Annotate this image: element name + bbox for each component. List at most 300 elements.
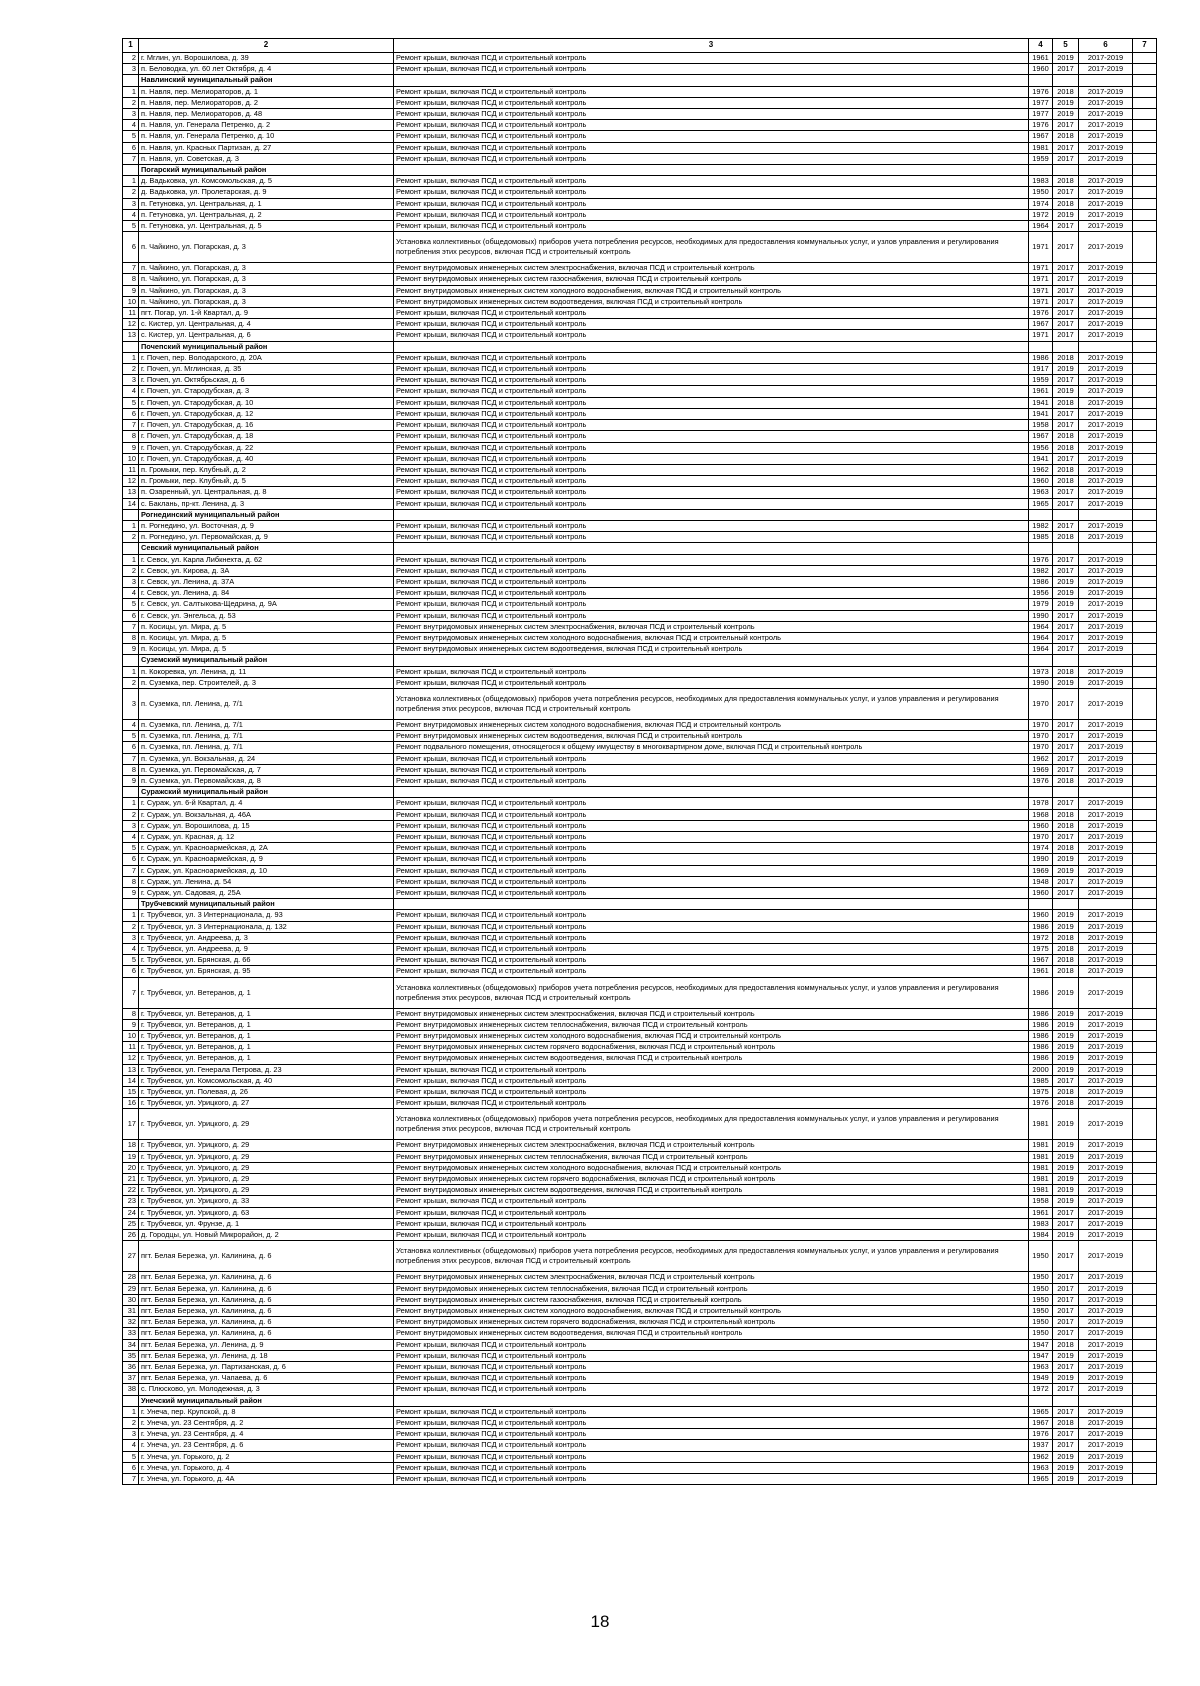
row-number: 2 [123, 97, 139, 108]
work-type-cell: Ремонт внутридомовых инженерных систем холодного водоснабжения, включая ПСД и строительный контроль [394, 1305, 1029, 1316]
row-number: 1 [123, 798, 139, 809]
row-number: 4 [123, 588, 139, 599]
empty-cell [1133, 554, 1157, 565]
table-row [123, 319, 1157, 330]
address-cell: п. Суземка, пл. Ленина, д. 7/1 [139, 742, 394, 753]
row-number: 2 [123, 53, 139, 64]
empty-cell [1079, 655, 1133, 666]
address-cell: с. Плюсково, ул. Молодежная, д. 3 [139, 1384, 394, 1395]
repair-year-cell: 2017 [1053, 285, 1079, 296]
empty-cell [1133, 632, 1157, 643]
year-built-cell: 1978 [1029, 798, 1053, 809]
address-cell: п. Громыки, пер. Клубный, д. 2 [139, 464, 394, 475]
table-row [123, 621, 1157, 632]
period-cell: 2017-2019 [1079, 221, 1133, 232]
year-built-cell: 1976 [1029, 120, 1053, 131]
period-cell: 2017-2019 [1079, 1350, 1133, 1361]
table-row [123, 910, 1157, 921]
year-built-cell: 1977 [1029, 97, 1053, 108]
row-number: 6 [123, 966, 139, 977]
table-row [123, 1417, 1157, 1428]
repair-year-cell: 2018 [1053, 476, 1079, 487]
table-row [123, 554, 1157, 565]
year-built-cell: 1983 [1029, 176, 1053, 187]
row-number: 8 [123, 764, 139, 775]
year-built-cell: 1971 [1029, 232, 1053, 263]
address-cell: г. Сураж, ул. Красноармейская, д. 9 [139, 854, 394, 865]
year-built-cell: 1963 [1029, 1462, 1053, 1473]
year-built-cell: 1950 [1029, 1317, 1053, 1328]
period-cell: 2017-2019 [1079, 1196, 1133, 1207]
empty-cell [1133, 352, 1157, 363]
repair-year-cell: 2018 [1053, 442, 1079, 453]
empty-cell [123, 655, 139, 666]
repair-year-cell: 2019 [1053, 1196, 1079, 1207]
address-cell: г. Почеп, пер. Володарского, д. 20А [139, 352, 394, 363]
empty-cell [1079, 1395, 1133, 1406]
row-number: 9 [123, 644, 139, 655]
row-number: 36 [123, 1361, 139, 1372]
repair-year-cell: 2019 [1053, 1019, 1079, 1030]
period-cell: 2017-2019 [1079, 375, 1133, 386]
empty-cell [394, 899, 1029, 910]
empty-cell [1133, 296, 1157, 307]
address-cell: г. Трубчевск, ул. Ветеранов, д. 1 [139, 1053, 394, 1064]
period-cell: 2017-2019 [1079, 397, 1133, 408]
empty-cell [1133, 798, 1157, 809]
period-cell: 2017-2019 [1079, 1098, 1133, 1109]
year-built-cell: 1961 [1029, 1207, 1053, 1218]
empty-cell [123, 543, 139, 554]
empty-cell [1133, 932, 1157, 943]
work-type-cell: Ремонт внутридомовых инженерных систем теплоснабжения, включая ПСД и строительный контроль [394, 1283, 1029, 1294]
address-cell: г. Сураж, ул. Ворошилова, д. 15 [139, 820, 394, 831]
row-number: 6 [123, 742, 139, 753]
work-type-cell: Ремонт крыши, включая ПСД и строительный контроль [394, 386, 1029, 397]
period-cell: 2017-2019 [1079, 753, 1133, 764]
row-number: 4 [123, 209, 139, 220]
empty-cell [123, 509, 139, 520]
address-cell: пгт. Белая Березка, ул. Партизанская, д. 6 [139, 1361, 394, 1372]
year-built-cell: 1986 [1029, 1053, 1053, 1064]
address-cell: пгт. Белая Березка, ул. Чапаева, д. 6 [139, 1373, 394, 1384]
work-type-cell: Ремонт крыши, включая ПСД и строительный контроль [394, 666, 1029, 677]
empty-cell [1133, 397, 1157, 408]
period-cell: 2017-2019 [1079, 263, 1133, 274]
address-cell: д. Вадьковка, ул. Пролетарская, д. 9 [139, 187, 394, 198]
period-cell: 2017-2019 [1079, 565, 1133, 576]
year-built-cell: 1965 [1029, 498, 1053, 509]
work-type-cell: Ремонт крыши, включая ПСД и строительный контроль [394, 1218, 1029, 1229]
period-cell: 2017-2019 [1079, 876, 1133, 887]
table-row [123, 1031, 1157, 1042]
empty-cell [1133, 431, 1157, 442]
row-number: 10 [123, 296, 139, 307]
empty-cell [1133, 843, 1157, 854]
year-built-cell: 1970 [1029, 688, 1053, 719]
period-cell: 2017-2019 [1079, 285, 1133, 296]
address-cell: п. Чайкино, ул. Погарская, д. 3 [139, 232, 394, 263]
address-cell: п. Чайкино, ул. Погарская, д. 3 [139, 263, 394, 274]
row-number: 7 [123, 420, 139, 431]
year-built-cell: 1976 [1029, 1098, 1053, 1109]
address-cell: г. Севск, ул. Ленина, д. 84 [139, 588, 394, 599]
row-number: 6 [123, 854, 139, 865]
work-type-cell: Ремонт крыши, включая ПСД и строительный контроль [394, 487, 1029, 498]
row-number: 24 [123, 1207, 139, 1218]
address-cell: г. Трубчевск, ул. Урицкого, д. 29 [139, 1162, 394, 1173]
table-row [123, 498, 1157, 509]
empty-cell [1133, 131, 1157, 142]
work-type-cell: Ремонт внутридомовых инженерных систем водоотведения, включая ПСД и строительный контроль [394, 731, 1029, 742]
empty-cell [1133, 109, 1157, 120]
work-type-cell: Ремонт внутридомовых инженерных систем холодного водоснабжения, включая ПСД и строительный контроль [394, 285, 1029, 296]
repair-year-cell: 2019 [1053, 1140, 1079, 1151]
period-cell: 2017-2019 [1079, 1473, 1133, 1484]
row-number: 4 [123, 944, 139, 955]
empty-cell [1133, 1207, 1157, 1218]
row-number: 9 [123, 888, 139, 899]
address-cell: г. Почеп, ул. Стародубская, д. 16 [139, 420, 394, 431]
period-cell: 2017-2019 [1079, 1008, 1133, 1019]
empty-cell [1133, 599, 1157, 610]
district-header-row [123, 543, 1157, 554]
repair-year-cell: 2017 [1053, 688, 1079, 719]
empty-cell [1133, 1031, 1157, 1042]
empty-cell [394, 543, 1029, 554]
address-cell: п. Гетуновка, ул. Центральная, д. 1 [139, 198, 394, 209]
table-row [123, 221, 1157, 232]
row-number: 3 [123, 688, 139, 719]
work-type-cell: Ремонт крыши, включая ПСД и строительный контроль [394, 843, 1029, 854]
row-number: 5 [123, 397, 139, 408]
repair-year-cell: 2017 [1053, 621, 1079, 632]
address-cell: п. Косицы, ул. Мира, д. 5 [139, 621, 394, 632]
address-cell: г. Трубчевск, ул. Урицкого, д. 29 [139, 1140, 394, 1151]
year-built-cell: 1971 [1029, 263, 1053, 274]
repair-year-cell: 2017 [1053, 319, 1079, 330]
repair-year-cell: 2017 [1053, 408, 1079, 419]
period-cell: 2017-2019 [1079, 599, 1133, 610]
work-type-cell: Ремонт внутридомовых инженерных систем водоотведения, включая ПСД и строительный контроль [394, 1328, 1029, 1339]
row-number: 4 [123, 1440, 139, 1451]
repair-register-table [122, 38, 1157, 1485]
empty-cell [1133, 408, 1157, 419]
period-cell: 2017-2019 [1079, 1087, 1133, 1098]
table-row [123, 97, 1157, 108]
repair-year-cell: 2018 [1053, 966, 1079, 977]
address-cell: г. Трубчевск, ул. Урицкого, д. 29 [139, 1185, 394, 1196]
address-cell: г. Почеп, ул. Стародубская, д. 3 [139, 386, 394, 397]
row-number: 20 [123, 1162, 139, 1173]
district-name: Унечский муниципальный район [139, 1395, 394, 1406]
empty-cell [1029, 75, 1053, 86]
empty-cell [1133, 1339, 1157, 1350]
address-cell: г. Севск, ул. Салтыкова-Щедрина, д. 9А [139, 599, 394, 610]
year-built-cell: 1950 [1029, 187, 1053, 198]
repair-year-cell: 2017 [1053, 1272, 1079, 1283]
repair-year-cell: 2018 [1053, 944, 1079, 955]
year-built-cell: 1982 [1029, 520, 1053, 531]
table-row [123, 442, 1157, 453]
empty-cell [1133, 97, 1157, 108]
period-cell: 2017-2019 [1079, 610, 1133, 621]
repair-year-cell: 2017 [1053, 832, 1079, 843]
empty-cell [1133, 865, 1157, 876]
address-cell: п. Суземка, ул. Первомайская, д. 8 [139, 775, 394, 786]
empty-cell [1029, 655, 1053, 666]
row-number: 15 [123, 1087, 139, 1098]
work-type-cell: Ремонт крыши, включая ПСД и строительный контроль [394, 1373, 1029, 1384]
address-cell: г. Почеп, ул. Мглинская, д. 35 [139, 364, 394, 375]
period-cell: 2017-2019 [1079, 644, 1133, 655]
work-type-cell: Ремонт крыши, включая ПСД и строительный контроль [394, 1462, 1029, 1473]
empty-cell [1133, 1241, 1157, 1272]
address-cell: п. Кокоревка, ул. Ленина, д. 11 [139, 666, 394, 677]
row-number: 1 [123, 1406, 139, 1417]
district-header-row [123, 341, 1157, 352]
repair-year-cell: 2017 [1053, 1384, 1079, 1395]
address-cell: п. Рогнедино, ул. Восточная, д. 9 [139, 520, 394, 531]
repair-year-cell: 2017 [1053, 554, 1079, 565]
period-cell: 2017-2019 [1079, 131, 1133, 142]
table-row [123, 487, 1157, 498]
empty-cell [1029, 543, 1053, 554]
empty-cell [394, 1395, 1029, 1406]
row-number: 9 [123, 442, 139, 453]
work-type-cell: Ремонт крыши, включая ПСД и строительный контроль [394, 955, 1029, 966]
row-number: 25 [123, 1218, 139, 1229]
district-name: Почепский муниципальный район [139, 341, 394, 352]
table-row [123, 809, 1157, 820]
repair-year-cell: 2018 [1053, 176, 1079, 187]
work-type-cell: Ремонт крыши, включая ПСД и строительный контроль [394, 1075, 1029, 1086]
address-cell: г. Трубчевск, ул. Брянская, д. 66 [139, 955, 394, 966]
row-number: 7 [123, 153, 139, 164]
year-built-cell: 1990 [1029, 854, 1053, 865]
address-cell: пгт. Белая Березка, ул. Калинина, д. 6 [139, 1272, 394, 1283]
table-row [123, 397, 1157, 408]
repair-year-cell: 2017 [1053, 375, 1079, 386]
year-built-cell: 2000 [1029, 1064, 1053, 1075]
work-type-cell: Ремонт крыши, включая ПСД и строительный контроль [394, 442, 1029, 453]
empty-cell [1133, 509, 1157, 520]
work-type-cell: Ремонт крыши, включая ПСД и строительный контроль [394, 1451, 1029, 1462]
empty-cell [1133, 86, 1157, 97]
year-built-cell: 1985 [1029, 532, 1053, 543]
empty-cell [1133, 1406, 1157, 1417]
year-built-cell: 1981 [1029, 142, 1053, 153]
repair-year-cell: 2017 [1053, 1218, 1079, 1229]
address-cell: пгт. Белая Березка, ул. Калинина, д. 6 [139, 1317, 394, 1328]
empty-cell [123, 341, 139, 352]
work-type-cell: Ремонт крыши, включая ПСД и строительный контроль [394, 498, 1029, 509]
work-type-cell: Ремонт крыши, включая ПСД и строительный контроль [394, 1064, 1029, 1075]
work-type-cell: Ремонт крыши, включая ПСД и строительный контроль [394, 798, 1029, 809]
year-built-cell: 1971 [1029, 330, 1053, 341]
address-cell: г. Трубчевск, ул. Генерала Петрова, д. 23 [139, 1064, 394, 1075]
table-row [123, 832, 1157, 843]
work-type-cell: Ремонт крыши, включая ПСД и строительный контроль [394, 198, 1029, 209]
table-row [123, 1098, 1157, 1109]
district-name: Севский муниципальный район [139, 543, 394, 554]
period-cell: 2017-2019 [1079, 921, 1133, 932]
address-cell: г. Сураж, ул. Ленина, д. 54 [139, 876, 394, 887]
period-cell: 2017-2019 [1079, 1218, 1133, 1229]
row-number: 13 [123, 1064, 139, 1075]
period-cell: 2017-2019 [1079, 910, 1133, 921]
table-row [123, 1019, 1157, 1030]
column-header: 6 [1079, 39, 1133, 53]
empty-cell [1133, 666, 1157, 677]
address-cell: г. Трубчевск, ул. Урицкого, д. 29 [139, 1151, 394, 1162]
repair-year-cell: 2017 [1053, 120, 1079, 131]
row-number: 1 [123, 176, 139, 187]
year-built-cell: 1976 [1029, 775, 1053, 786]
district-header-row [123, 1395, 1157, 1406]
row-number: 37 [123, 1373, 139, 1384]
empty-cell [1133, 1417, 1157, 1428]
row-number: 35 [123, 1350, 139, 1361]
year-built-cell: 1986 [1029, 1042, 1053, 1053]
period-cell: 2017-2019 [1079, 532, 1133, 543]
table-row [123, 1162, 1157, 1173]
row-number: 11 [123, 1042, 139, 1053]
period-cell: 2017-2019 [1079, 1462, 1133, 1473]
row-number: 27 [123, 1241, 139, 1272]
work-type-cell: Ремонт крыши, включая ПСД и строительный контроль [394, 888, 1029, 899]
register-body [123, 39, 1157, 1485]
year-built-cell: 1986 [1029, 352, 1053, 363]
empty-cell [1029, 1395, 1053, 1406]
period-cell: 2017-2019 [1079, 1031, 1133, 1042]
period-cell: 2017-2019 [1079, 1451, 1133, 1462]
row-number: 4 [123, 386, 139, 397]
repair-year-cell: 2019 [1053, 1462, 1079, 1473]
work-type-cell: Ремонт крыши, включая ПСД и строительный контроль [394, 966, 1029, 977]
row-number: 3 [123, 198, 139, 209]
row-number: 17 [123, 1109, 139, 1140]
row-number: 5 [123, 131, 139, 142]
table-row [123, 1140, 1157, 1151]
period-cell: 2017-2019 [1079, 498, 1133, 509]
empty-cell [1133, 955, 1157, 966]
work-type-cell: Ремонт внутридомовых инженерных систем холодного водоснабжения, включая ПСД и строительный контроль [394, 632, 1029, 643]
period-cell: 2017-2019 [1079, 1283, 1133, 1294]
table-row [123, 820, 1157, 831]
work-type-cell: Ремонт крыши, включая ПСД и строительный контроль [394, 1384, 1029, 1395]
table-row [123, 932, 1157, 943]
address-cell: г. Унеча, ул. Горького, д. 4А [139, 1473, 394, 1484]
year-built-cell: 1963 [1029, 1361, 1053, 1372]
empty-cell [1133, 221, 1157, 232]
work-type-cell: Ремонт крыши, включая ПСД и строительный контроль [394, 1406, 1029, 1417]
empty-cell [1133, 688, 1157, 719]
repair-year-cell: 2019 [1053, 1151, 1079, 1162]
year-built-cell: 1964 [1029, 621, 1053, 632]
address-cell: г. Трубчевск, ул. Полевая, д. 26 [139, 1087, 394, 1098]
repair-year-cell: 2017 [1053, 1294, 1079, 1305]
year-built-cell: 1967 [1029, 131, 1053, 142]
empty-cell [1029, 787, 1053, 798]
table-row [123, 431, 1157, 442]
empty-cell [1133, 1429, 1157, 1440]
row-number: 12 [123, 319, 139, 330]
empty-cell [1133, 1218, 1157, 1229]
year-built-cell: 1976 [1029, 1429, 1053, 1440]
period-cell: 2017-2019 [1079, 843, 1133, 854]
table-row [123, 464, 1157, 475]
work-type-cell: Ремонт крыши, включая ПСД и строительный контроль [394, 554, 1029, 565]
empty-cell [123, 787, 139, 798]
period-cell: 2017-2019 [1079, 296, 1133, 307]
empty-cell [123, 899, 139, 910]
empty-cell [1133, 1098, 1157, 1109]
table-row [123, 876, 1157, 887]
period-cell: 2017-2019 [1079, 576, 1133, 587]
period-cell: 2017-2019 [1079, 977, 1133, 1008]
year-built-cell: 1960 [1029, 888, 1053, 899]
table-row [123, 610, 1157, 621]
period-cell: 2017-2019 [1079, 1361, 1133, 1372]
table-row [123, 966, 1157, 977]
period-cell: 2017-2019 [1079, 1064, 1133, 1075]
address-cell: с. Кистер, ул. Центральная, д. 4 [139, 319, 394, 330]
work-type-cell: Ремонт крыши, включая ПСД и строительный контроль [394, 431, 1029, 442]
work-type-cell: Ремонт подвального помещения, относящегося к общему имуществу в многоквартирном доме, включая ПСД и строительный контроль [394, 742, 1029, 753]
repair-year-cell: 2017 [1053, 296, 1079, 307]
year-built-cell: 1981 [1029, 1185, 1053, 1196]
empty-cell [1133, 532, 1157, 543]
year-built-cell: 1975 [1029, 944, 1053, 955]
empty-cell [394, 787, 1029, 798]
year-built-cell: 1960 [1029, 476, 1053, 487]
year-built-cell: 1986 [1029, 1008, 1053, 1019]
work-type-cell: Ремонт крыши, включая ПСД и строительный контроль [394, 753, 1029, 764]
table-row [123, 1328, 1157, 1339]
repair-year-cell: 2017 [1053, 142, 1079, 153]
work-type-cell: Ремонт крыши, включая ПСД и строительный контроль [394, 330, 1029, 341]
empty-cell [1133, 1053, 1157, 1064]
repair-year-cell: 2017 [1053, 330, 1079, 341]
address-cell: п. Чайкино, ул. Погарская, д. 3 [139, 274, 394, 285]
period-cell: 2017-2019 [1079, 955, 1133, 966]
work-type-cell: Ремонт крыши, включая ПСД и строительный контроль [394, 1429, 1029, 1440]
period-cell: 2017-2019 [1079, 764, 1133, 775]
work-type-cell: Ремонт крыши, включая ПСД и строительный контроль [394, 854, 1029, 865]
year-built-cell: 1964 [1029, 221, 1053, 232]
row-number: 1 [123, 910, 139, 921]
table-row [123, 632, 1157, 643]
period-cell: 2017-2019 [1079, 520, 1133, 531]
table-row [123, 1053, 1157, 1064]
repair-year-cell: 2017 [1053, 232, 1079, 263]
empty-cell [1133, 543, 1157, 554]
period-cell: 2017-2019 [1079, 832, 1133, 843]
address-cell: г. Сураж, ул. Вокзальная, д. 46А [139, 809, 394, 820]
work-type-cell: Ремонт крыши, включая ПСД и строительный контроль [394, 120, 1029, 131]
empty-cell [1133, 1328, 1157, 1339]
empty-cell [1133, 944, 1157, 955]
period-cell: 2017-2019 [1079, 408, 1133, 419]
address-cell: г. Трубчевск, ул. Урицкого, д. 27 [139, 1098, 394, 1109]
empty-cell [1133, 677, 1157, 688]
row-number: 4 [123, 832, 139, 843]
address-cell: п. Навля, пер. Мелиораторов, д. 1 [139, 86, 394, 97]
repair-year-cell: 2017 [1053, 742, 1079, 753]
repair-year-cell: 2019 [1053, 977, 1079, 1008]
row-number: 1 [123, 666, 139, 677]
